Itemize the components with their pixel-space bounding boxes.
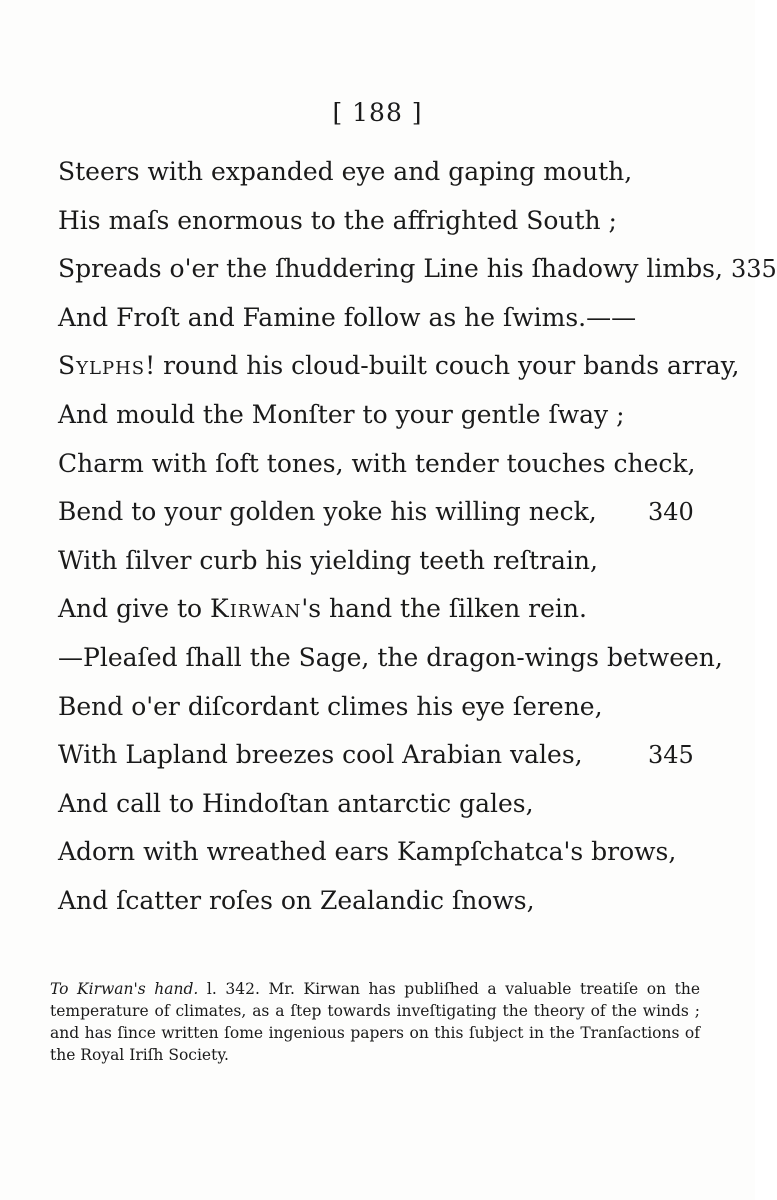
poem-line xyxy=(58,541,708,590)
line-segment: Charm with ſoft tones, with tender touches check, xyxy=(58,448,696,478)
poem-line-text xyxy=(58,881,535,921)
poem-line-text xyxy=(58,589,587,629)
poem-line xyxy=(58,784,708,833)
poem-line xyxy=(58,201,708,250)
poem-line xyxy=(58,444,708,493)
line-segment: —Pleaſed ſhall the Sage, the dragon-wings between, xyxy=(58,642,723,672)
poem-line xyxy=(58,152,708,201)
line-segment: ! round his cloud-built couch your bands array, xyxy=(145,351,740,381)
line-segment: Steers with expanded eye and gaping mouth, xyxy=(58,157,633,186)
poem-line-text xyxy=(58,395,625,435)
poem-line xyxy=(58,832,708,881)
poem-line-text xyxy=(58,152,632,192)
poem-line-text xyxy=(58,687,603,727)
poem-line xyxy=(58,687,708,736)
poem-line xyxy=(58,881,708,930)
poem-line-text xyxy=(58,735,583,775)
poem-line xyxy=(58,735,708,784)
line-segment: His maſs enormous to the affrighted South ; xyxy=(58,205,617,235)
line-segment: And mould the Monſter to your gentle ſway ; xyxy=(58,399,625,429)
poem-line xyxy=(58,395,708,444)
poem-line xyxy=(58,638,723,687)
poem-line-text xyxy=(58,784,534,824)
line-segment: Bend to your golden yoke his willing neck, xyxy=(58,497,597,527)
poem-line xyxy=(58,346,740,395)
poem-line-text xyxy=(58,444,696,484)
poem-line xyxy=(58,589,708,638)
line-number: 345 xyxy=(648,741,694,770)
poem-line-text xyxy=(58,201,617,241)
line-segment: Bend o'er diſcordant climes his eye ſerene, xyxy=(58,691,603,721)
poem-line-text xyxy=(58,832,676,872)
line-segment: With Lapland breezes cool Arabian vales, xyxy=(58,740,583,770)
poem-line-text xyxy=(58,249,723,289)
poem-line-text xyxy=(58,492,597,532)
footnote-reference: To Kirwan's hand. xyxy=(50,980,199,998)
line-segment: And call to Hindoſtan antarctic gales, xyxy=(58,788,534,818)
line-segment: And give to xyxy=(58,594,211,624)
line-number: 340 xyxy=(648,498,694,527)
poem-line xyxy=(58,492,708,541)
poem-line-text xyxy=(58,346,739,386)
small-caps-name: Sylphs xyxy=(58,351,146,381)
line-segment: With ſilver curb his yielding teeth reſtrain, xyxy=(58,545,598,575)
poem-body xyxy=(58,152,777,930)
line-segment: And Froſt and Famine follow as he ſwims.—— xyxy=(58,302,637,332)
footnote xyxy=(50,978,700,1066)
poem-line-text xyxy=(58,298,636,338)
line-number: 335 xyxy=(731,255,777,284)
page-number: [ 188 ] xyxy=(332,98,423,127)
footnote-text: l. 342. Mr. Kirwan has publiſhed a valuable treatiſe on the temperature of climates, as a ſtep towards inveſtigating the theory of the winds ; and has ſince written ſome ingenious papers on this ſubject in the Tranſactions of the Royal Iriſh Society. xyxy=(50,980,701,1064)
line-segment: 's hand the ſilken rein. xyxy=(301,594,587,624)
poem-line xyxy=(58,298,708,347)
poem-line xyxy=(58,249,777,298)
line-segment: Spreads o'er the ſhuddering Line his ſhadowy limbs, xyxy=(58,254,723,284)
small-caps-name: Kirwan xyxy=(210,594,302,624)
line-segment: Adorn with wreathed ears Kampſchatca's brows, xyxy=(58,837,677,867)
poem-line-text xyxy=(58,541,598,581)
line-segment: And ſcatter roſes on Zealandic ſnows, xyxy=(58,885,535,915)
poem-line-text xyxy=(58,638,723,678)
